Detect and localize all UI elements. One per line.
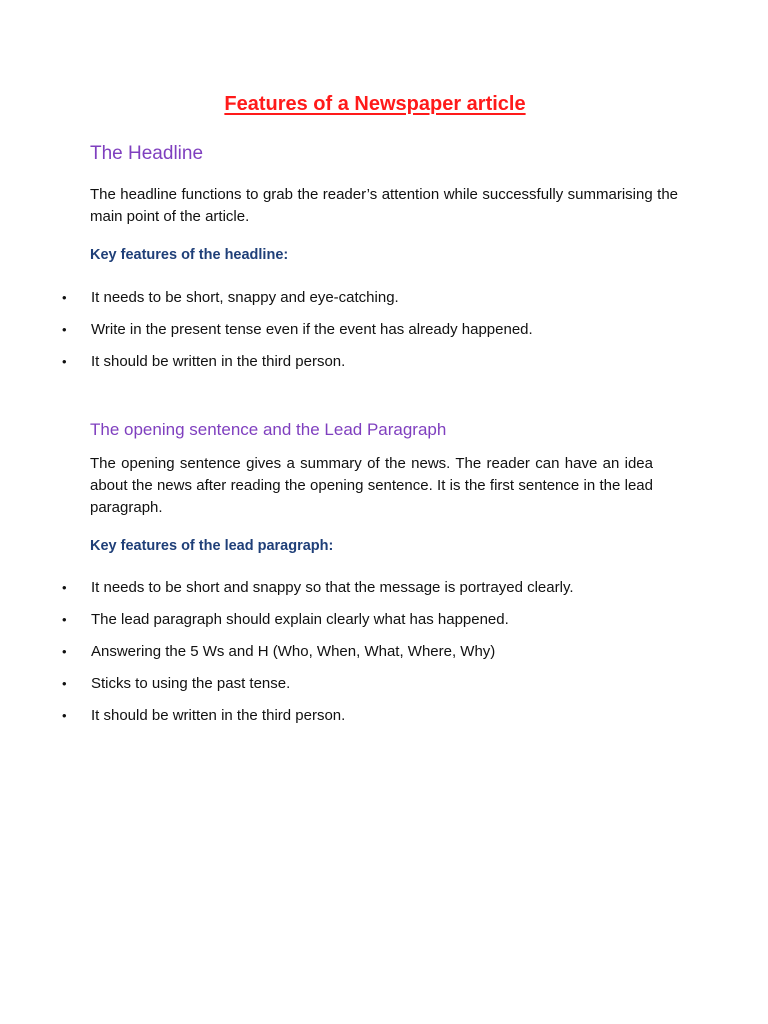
list-item [0, 352, 700, 384]
list-item-text: Write in the present tense even if the event has already happened. [91, 321, 533, 338]
section-heading-headline: The Headline [90, 143, 204, 164]
list-item [0, 578, 700, 610]
list-item [0, 706, 700, 738]
list-item-text: It should be written in the third person. [91, 353, 346, 370]
headline-paragraph: The headline functions to grab the reader’s attention while successfully summarising the main point of the article. [90, 186, 678, 225]
bullet-icon: • [62, 354, 67, 369]
key-features-lead-title: Key features of the lead paragraph: [90, 538, 334, 554]
section-heading-lead-paragraph: The opening sentence and the Lead Paragraph [90, 420, 447, 439]
bullet-icon: • [62, 290, 67, 305]
bullet-icon: • [62, 708, 67, 723]
bullet-icon: • [62, 322, 67, 337]
list-item-text: Sticks to using the past tense. [91, 675, 291, 692]
bullet-icon: • [62, 612, 67, 627]
lead-features-list [0, 578, 700, 738]
list-item [0, 674, 700, 706]
lead-paragraph-text: The opening sentence gives a summary of the news. The reader can have an idea about the news after reading the opening sentence. It is the first sentence in the lead paragraph. [90, 455, 653, 516]
list-item [0, 320, 700, 352]
list-item [0, 288, 700, 320]
list-item-text: It should be written in the third person. [91, 707, 346, 724]
headline-features-list [0, 288, 700, 384]
list-item-text: The lead paragraph should explain clearly what has happened. [91, 611, 509, 628]
list-item [0, 642, 700, 674]
list-item-text: It needs to be short, snappy and eye-catching. [91, 289, 399, 306]
key-features-headline-title: Key features of the headline: [90, 247, 289, 263]
bullet-icon: • [62, 580, 67, 595]
list-item [0, 610, 700, 642]
list-item-text: Answering the 5 Ws and H (Who, When, What, Where, Why) [91, 643, 496, 660]
bullet-icon: • [62, 644, 67, 659]
page-title: Features of a Newspaper article [224, 93, 526, 115]
list-item-text: It needs to be short and snappy so that the message is portrayed clearly. [91, 579, 574, 596]
bullet-icon: • [62, 676, 67, 691]
